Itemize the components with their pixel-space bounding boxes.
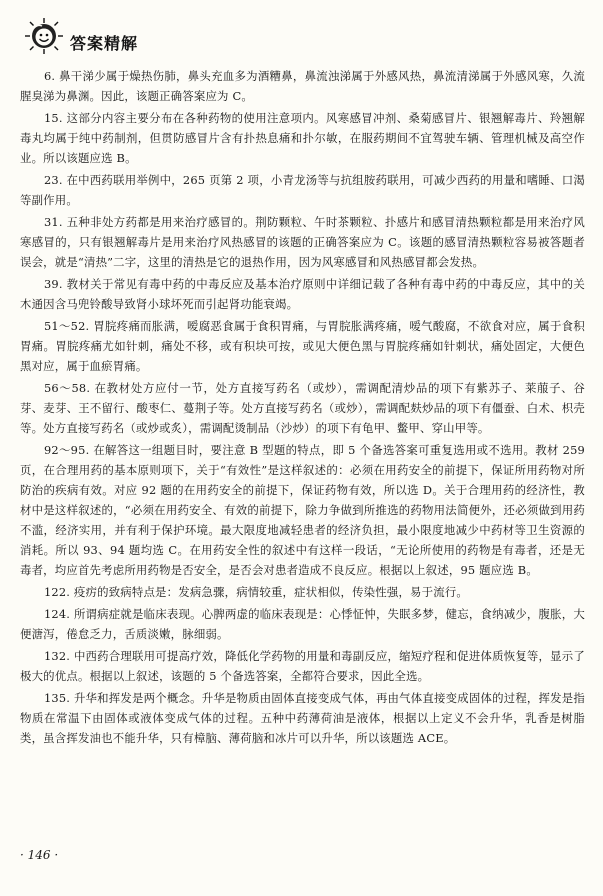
answer-explanations [20, 66, 585, 750]
explanation-paragraph: 6. 鼻干涕少属于燥热伤肺，鼻头充血多为酒糟鼻，鼻流浊涕属于外感风热，鼻流清涕属于外感风寒，久流腥臭涕为鼻渊。因此，该题正确答案应为 C。 [20, 69, 585, 103]
smiling-sun-mascot-icon [22, 16, 66, 56]
explanation-paragraph: 132. 中西药合理联用可提高疗效，降低化学药物的用量和毒副反应，缩短疗程和促进体质恢复等，显示了极大的优点。根据以上叙述，该题的 5 个备选答案，全都符合要求，因此全选。 [20, 649, 585, 683]
explanation-paragraph: 56～58. 在教材处方应付一节，处方直接写药名（或炒），需调配清炒品的项下有紫苏子、莱菔子、谷芽、麦芽、王不留行、酸枣仁、蔓荆子等。处方直接写药名（或炒），需调配麸炒品的项下有僵蚕、白术、枳壳等。处方直接写药名（或炒或炙），需调配烫制品（沙炒）的项下有龟甲、鳖甲、穿山甲等。 [20, 381, 585, 435]
explanation-paragraph: 39. 教材关于常见有毒中药的中毒反应及基本治疗原则中详细记载了各种有毒中药的中毒反应，其中的关木通因含马兜铃酸导致肾小球坏死而引起肾功能衰竭。 [20, 277, 585, 311]
explanation-paragraph: 23. 在中西药联用举例中，265 页第 2 项，小青龙汤等与抗组胺药联用，可减少西药的用量和嗜睡、口渴等副作用。 [20, 173, 585, 207]
explanation-paragraph: 15. 这部分内容主要分布在各种药物的使用注意项内。风寒感冒冲剂、桑菊感冒片、银翘解毒片、羚翘解毒丸均属于纯中药制剂，但贯防感冒片含有扑热息痛和扑尔敏，在服药期间不宜驾驶车辆、管理机械及高空作业。所以该题应选 B。 [20, 111, 585, 165]
explanation-paragraph: 92～95. 在解答这一组题目时，要注意 B 型题的特点，即 5 个备选答案可重复选用或不选用。教材 259 页，在合理用药的基本原则项下，关于“有效性”是这样叙述的：必须在用药安全的前提下，保证所用药物对所防治的疾病有效。对应 92 题的在用药安全的前提下，保证药物有效，所以选 D。关于合理用药的经济性，教材中是这样叙述的，“必须在用药安全、有效的前提下，除力争做到所推选的药物用法简便外，还必须做到用药不滥，经济实用，并有利于保护环境。最大限度地减轻患者的经济负担，最小限度地减少中药材等卫生资源的消耗。所以 93、94 题均选 C。在用药安全性的叙述中有这样一段话，“无论所使用的药物是有毒者，还是无毒者，均应首先考虑所用药物是否安全，是否会对患者造成不良反应。根据以上叙述，95 题应选 B。 [20, 443, 585, 577]
header-title: 答案精解 [70, 33, 139, 53]
explanation-paragraph: 124. 所谓病症就是临床表现。心脾两虚的临床表现是：心悸怔忡，失眠多梦，健忘，食纳减少，腹胀，大便溏泻，倦怠乏力，舌质淡嫩，脉细弱。 [20, 607, 585, 641]
explanation-paragraph: 51～52. 胃脘疼痛而胀满，嗳腐恶食属于食积胃痛，与胃脘胀满疼痛，嗳气酸腐，不欲食对应，属于食积胃痛。胃脘疼痛尤如针刺，痛处不移，或有积块可按，或见大便色黑与胃脘疼痛如针刺状，痛处固定，大便色黑对应，属于血瘀胃痛。 [20, 319, 585, 373]
explanation-paragraph: 31. 五种非处方药都是用来治疗感冒的。荆防颗粒、午时茶颗粒、扑感片和感冒清热颗粒都是用来治疗风寒感冒的，只有银翘解毒片是用来治疗风热感冒的该题的正确答案应为 C。该题的感冒清热颗粒容易被答题者误会，就是“清热”二字，这里的清热是它的退热作用，因为风寒感冒和风热感冒都会发热。 [20, 215, 585, 269]
explanation-paragraph: 135. 升华和挥发是两个概念。升华是物质由固体直接变成气体，再由气体直接变成固体的过程，挥发是指物质在常温下由固体或液体变成气体的过程。五种中药薄荷油是液体，根据以上定义不会升华，乳香是树脂类，虽含挥发油也不能升华，只有樟脑、薄荷脑和冰片可以升华，所以该题选 ACE。 [20, 691, 585, 745]
page-header [22, 18, 138, 54]
explanation-paragraph: 122. 疫疠的致病特点是：发病急骤，病情较重，症状相似，传染性强，易于流行。 [43, 585, 469, 599]
page-number: · 146 · [20, 848, 59, 862]
